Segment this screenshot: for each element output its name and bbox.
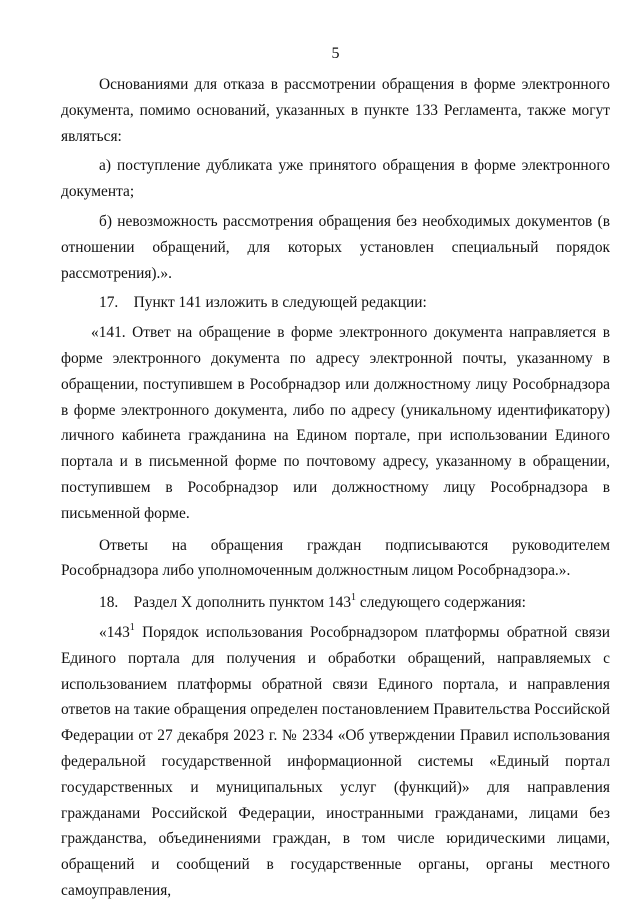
paragraph-signatures: Ответы на обращения граждан подписываются руководителем Рособрнадзора либо уполномоченным должностным лицом Рособрнадзора.». — [61, 536, 610, 580]
paragraph-clause-141: «141. Ответ на обращение в форме электронного документа направляется в форме электронного документа по адресу электронной почты, указанному в обращении, поступившем в Рособрнадзор или должностному лицу Рособрнадзора в форме электронного документа, либо по адресу (уникальному идентификатору) личного кабинета гражданина на Едином портале, при использовании Единого портала и в письменной форме по почтовому адресу, указанному в обращении, поступившем в Рособрнадзор или должностному лицу Рособрнадзора в письменной форме. — [61, 324, 610, 522]
clause-143-superscript: 1 — [129, 621, 135, 633]
clause-143-text-before: «143 — [99, 623, 130, 641]
paragraph-clause-143-1 — [61, 620, 610, 904]
point-18-superscript: 1 — [351, 592, 357, 604]
paragraph-item-b: б) невозможность рассмотрения обращения без необходимых документов (в отношении обращений, для которых установлен специальный порядок рассмотрения).». — [61, 212, 610, 282]
paragraph-point-17: 17. Пункт 141 изложить в следующей редакции: — [99, 294, 427, 312]
clause-143-text-after: Порядок использования Рособрнадзором платформы обратной связи Единого портала для получения и обработки обращений, направляемых с использованием платформы обратной связи Единого портала, и направления ответов на такие обращения определен постановлением Правительства Российской Федерации от 27 декабря 2023 г. № 2334 «Об утверждении Правил использования федеральной государственной информационной системы «Единый портал государственных и муниципальных услуг (функций)» для направления гражданами Российской Федерации, иностранными гражданами, лицами без гражданства, объединениями граждан, в том числе юридическими лицами, обращений и сообщений в государственные органы, органы местного самоуправления, — [61, 623, 610, 899]
page-number: 5 — [331, 45, 340, 62]
paragraph-point-18 — [61, 590, 610, 616]
paragraph-item-a: а) поступление дубликата уже принятого обращения в форме электронного документа; — [61, 157, 610, 201]
point-18-text-before: 18. Раздел X дополнить пунктом 143 — [99, 594, 352, 612]
paragraph-refusal-grounds: Основаниями для отказа в рассмотрении обращения в форме электронного документа, помимо оснований, указанных в пункте 133 Регламента, также могут являться: — [61, 76, 610, 145]
point-18-text-after: следующего содержания: — [356, 594, 526, 612]
